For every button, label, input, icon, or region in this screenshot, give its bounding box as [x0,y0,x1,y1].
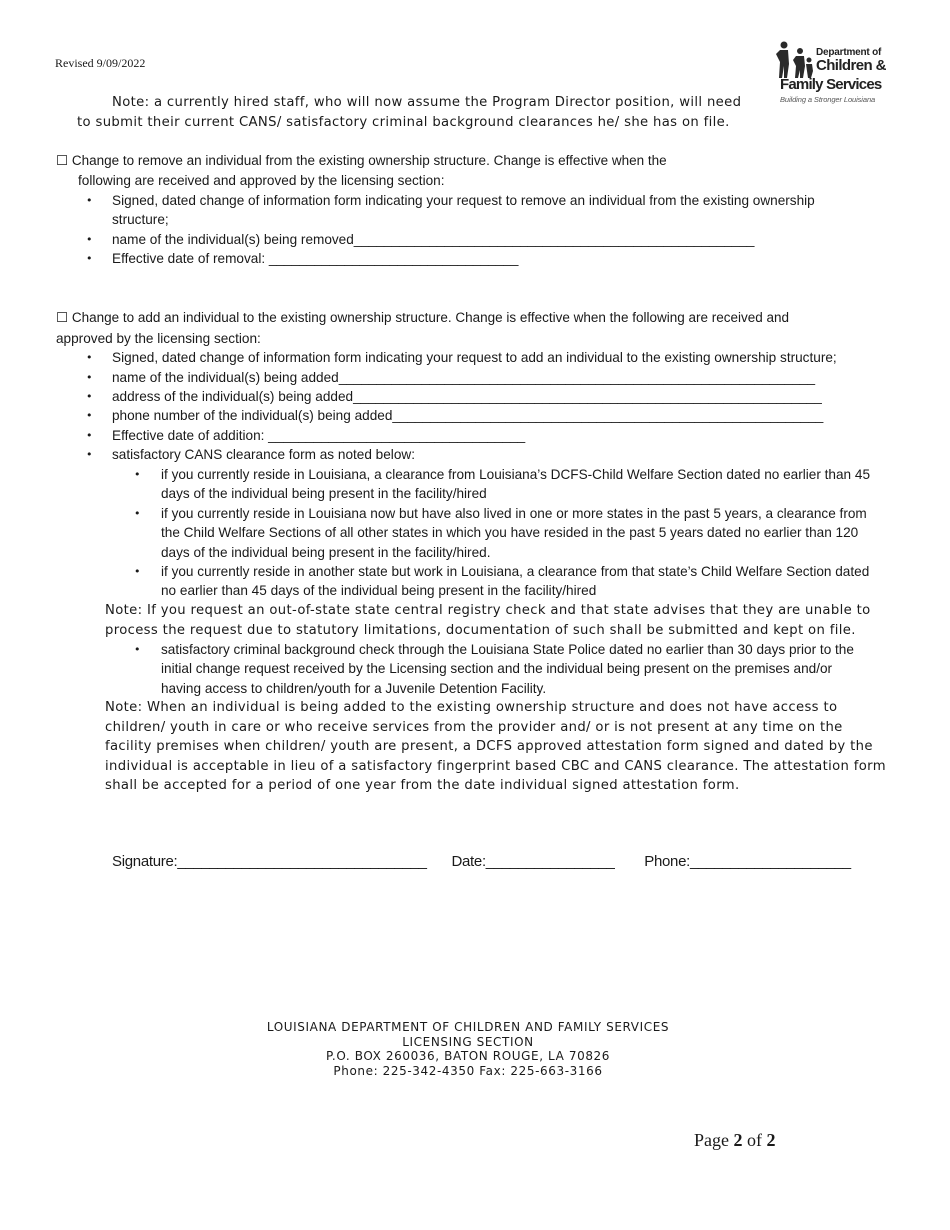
bullet-icon: • [134,507,141,520]
dcfs-logo [776,40,891,106]
bullet-icon: • [86,429,93,442]
add-item-effective-date[interactable]: Effective date of addition: __________________________________ [112,428,526,443]
remove-item-signed: Signed, dated change of information form indicating your request to remove an individual from the existing ownership structure; [112,193,815,228]
attestation-note: Note: When an individual is being added to the existing ownership structure and does not have access to children/ youth in care or who receive services from the provider and/ or is not present at any time on the facility premises when children/ youth are present, a DCFS approved attestation form signed and dated by the individual is acceptable in lieu of a satisfactory fingerprint based CBC and CANS clearance. The attestation form shall be accepted for a period of one year from the date individual signed attestation form. [105,700,886,793]
cans-subitem-louisiana: if you currently reside in Louisiana, a clearance from Louisiana’s DCFS-Child Welfare Section dated no earlier than 45 days of the individual being present in the facility/hired [161,467,871,502]
footer-address-block [0,1020,936,1078]
logo-tagline: Building a Stronger Louisiana [780,95,876,104]
add-item-cans: satisfactory CANS clearance form as noted below: [112,447,415,462]
bullet-icon: • [86,409,93,422]
phone-field[interactable]: Phone:____________________ [644,853,851,870]
cans-subitem-another-state: if you currently reside in another state but work in Louisiana, a clearance from that state’s Child Welfare Section dated no earlier than 45 days of the individual being present in the facility/hired [161,564,870,599]
add-item-name[interactable]: name of the individual(s) being added_______________________________________________________________ [112,370,816,385]
add-section-heading-cont: approved by the licensing section: [56,331,261,346]
add-item-address[interactable]: address of the individual(s) being added______________________________________________________________ [112,389,822,404]
out-of-state-note-line-1: Note: If you request an out-of-state state central registry check and that state advises that they are unable to [105,603,871,618]
footer-po-box: P.O. BOX 260036, BATON ROUGE, LA 70826 [325,1049,611,1063]
remove-item-effective-date[interactable]: Effective date of removal: _________________________________ [112,251,519,266]
bullet-icon: • [86,252,93,265]
bullet-icon: • [134,468,141,481]
bullet-icon: • [86,448,93,461]
director-note-line-1: Note: a currently hired staff, who will now assume the Program Director position, will need [112,95,742,110]
signature-field[interactable]: Signature:_______________________________ [112,853,427,870]
out-of-state-note-line-2: process the request due to statutory limitations, documentation of such shall be submitted and kept on file. [105,623,856,638]
bullet-icon: • [134,643,141,656]
logo-line-2: Children & [816,57,886,74]
remove-section-heading-cont: following are received and approved by the licensing section: [78,173,445,188]
criminal-check-item: satisfactory criminal background check through the Louisiana State Police dated no earlier than 30 days prior to the initial change request received by the Licensing section and the individual being present on the premises and/or having access to children/youth for a Juvenile Detention Facility. [161,642,854,696]
logo-line-3: Family Services [780,76,882,93]
bullet-icon: • [134,565,141,578]
cans-subitem-other-states: if you currently reside in Louisiana now but have also lived in one or more states in the past 5 years, a clearance from the Child Welfare Sections of all other states in which you have resided in the past 5 years dated no earlier than 120 days of the individual being present in the facility/hired. [161,506,867,560]
footer-section: LICENSING SECTION [402,1034,534,1049]
family-icon [776,40,816,80]
remove-section-heading: ☐ Change to remove an individual from the existing ownership structure. Change is effective when the [56,153,667,168]
signature-row [112,853,851,870]
page-number: Page 2 of 2 [694,1130,776,1150]
bullet-icon: • [86,233,93,246]
logo-line-1: Department of [816,47,882,58]
footer-phone-fax: Phone: 225-342-4350 Fax: 225-663-3166 [333,1063,603,1078]
bullet-icon: • [86,351,93,364]
director-note-line-2: to submit their current CANS/ satisfactory criminal background clearances he/ she has on file. [77,115,730,130]
bullet-icon: • [86,390,93,403]
bullet-icon: • [86,194,93,207]
bullet-icon: • [86,371,93,384]
remove-item-name[interactable]: name of the individual(s) being removed_____________________________________________________ [112,232,755,247]
add-section-heading: ☐ Change to add an individual to the existing ownership structure. Change is effective when the following are received and [56,310,790,325]
add-item-phone[interactable]: phone number of the individual(s) being added_________________________________________________________ [112,408,824,423]
add-item-signed: Signed, dated change of information form indicating your request to add an individual to the existing ownership structure; [112,350,837,365]
date-field[interactable]: Date:________________ [451,853,615,870]
revised-date: Revised 9/09/2022 [55,56,146,70]
footer-org-name: LOUISIANA DEPARTMENT OF CHILDREN AND FAMILY SERVICES [266,1020,670,1034]
